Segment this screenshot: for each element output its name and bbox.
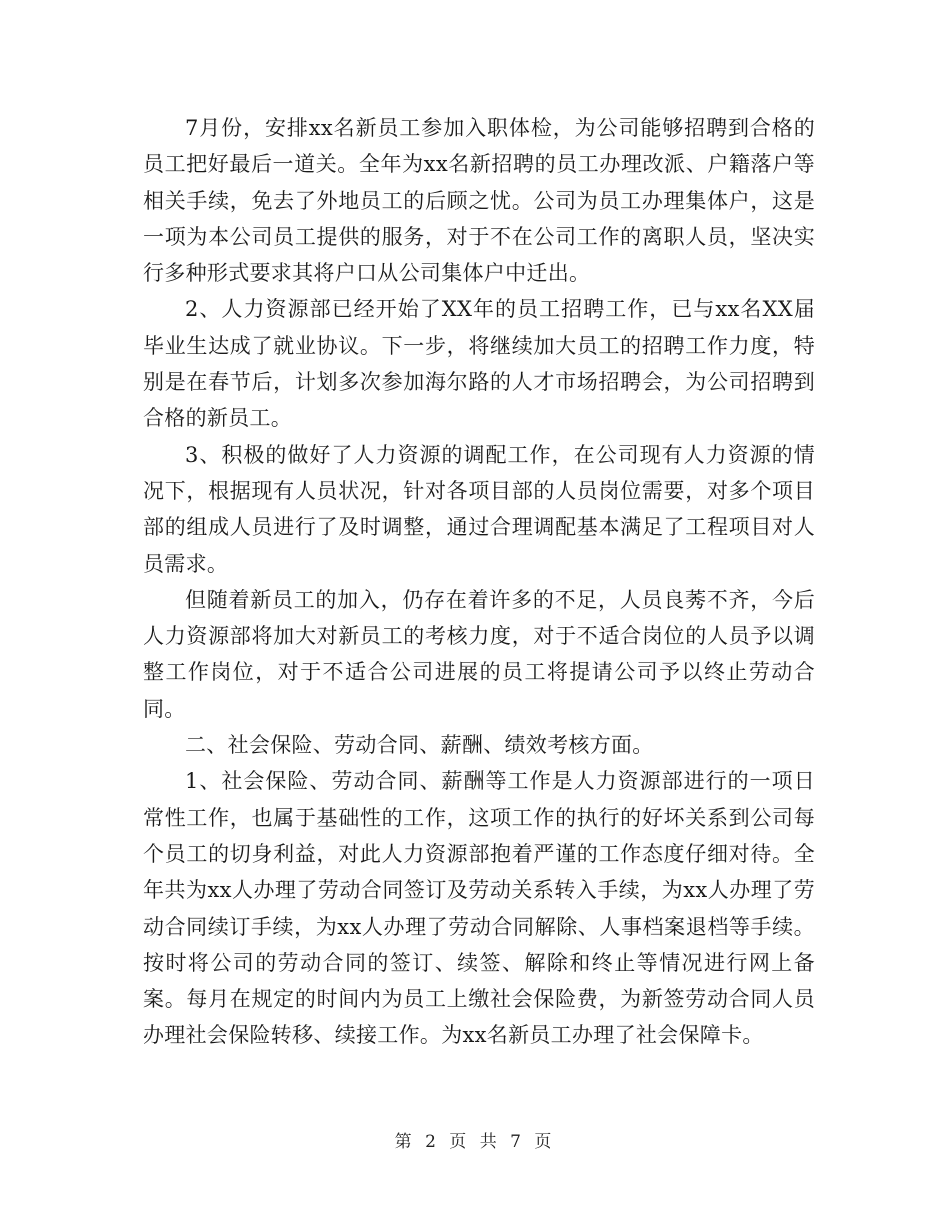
paragraph-4: 但随着新员工的加入，仍存在着许多的不足，人员良莠不齐，今后人力资源部将加大对新员工的考核力度，对于不适合岗位的人员予以调整工作岗位，对于不适合公司进展的员工将提请公司予以终止劳动合同。 — [143, 587, 815, 721]
page-number-footer: 第 2 页 共 7 页 — [394, 1132, 556, 1152]
document-body — [143, 110, 815, 1054]
paragraph-1: 7月份，安排xx名新员工参加入职体检，为公司能够招聘到合格的员工把好最后一道关。全年为xx名新招聘的员工办理改派、户籍落户等相关手续，免去了外地员工的后顾之忧。公司为员工办理集体户，这是一项为本公司员工提供的服务，对于不在公司工作的离职人员，坚决实行多种形式要求其将户口从公司集体户中迁出。 — [143, 116, 815, 286]
paragraph-2: 2、人力资源部已经开始了XX年的员工招聘工作，已与xx名XX届毕业生达成了就业协议。下一步，将继续加大员工的招聘工作力度，特别是在春节后，计划多次参加海尔路的人才市场招聘会，为公司招聘到合格的新员工。 — [143, 297, 815, 431]
paragraph-3: 3、积极的做好了人力资源的调配工作，在公司现有人力资源的情况下，根据现有人员状况，针对各项目部的人员岗位需要，对多个项目部的组成人员进行了及时调整，通过合理调配基本满足了工程项目对人员需求。 — [143, 442, 815, 576]
paragraph-6: 1、社会保险、劳动合同、薪酬等工作是人力资源部进行的一项日常性工作，也属于基础性的工作，这项工作的执行的好坏关系到公司每个员工的切身利益，对此人力资源部抱着严谨的工作态度仔细对待。全年共为xx人办理了劳动合同签订及劳动关系转入手续，为xx人办理了劳动合同续订手续，为xx人办理了劳动合同解除、人事档案退档等手续。按时将公司的劳动合同的签订、续签、解除和终止等情况进行网上备案。每月在规定的时间内为员工上缴社会保险费，为新签劳动合同人员办理社会保险转移、续接工作。为xx名新员工办理了社会保障卡。 — [143, 769, 815, 1048]
section-heading: 二、社会保险、劳动合同、薪酬、绩效考核方面。 — [185, 733, 654, 758]
